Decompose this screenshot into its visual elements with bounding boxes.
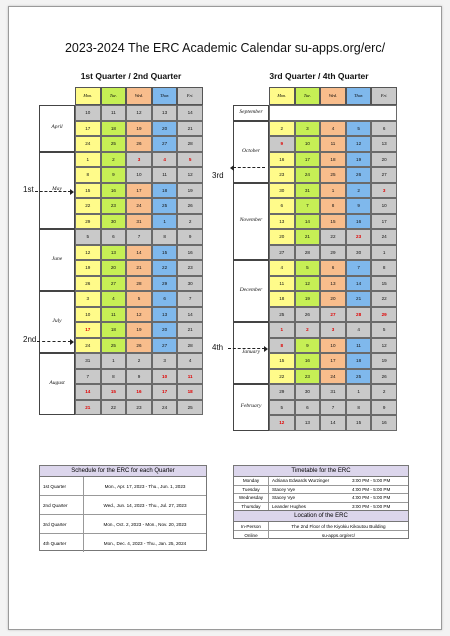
day-cell: 15 (320, 214, 346, 230)
day-cell: 11 (101, 307, 127, 323)
schedule-row (40, 496, 206, 515)
day-cell: 2 (371, 384, 397, 400)
day-cell: 7 (75, 369, 101, 385)
day-cell: 22 (75, 198, 101, 214)
day-cell: 8 (152, 229, 178, 245)
day-cell: 23 (177, 260, 203, 276)
day-cell: 1 (269, 322, 295, 338)
day-cell: 17 (152, 384, 178, 400)
day-cell: 15 (371, 276, 397, 292)
day-cell: 6 (152, 291, 178, 307)
day-cell: 21 (295, 229, 321, 245)
day-cell: 30 (269, 183, 295, 199)
day-cell: 20 (371, 152, 397, 168)
location-label: Online (234, 531, 269, 539)
day-cell: 2 (295, 322, 321, 338)
day-cell: 18 (177, 384, 203, 400)
day-cell: 10 (75, 307, 101, 323)
day-cell: 5 (269, 400, 295, 416)
day-cell: 9 (371, 400, 397, 416)
day-cell: 26 (126, 338, 152, 354)
location-row (234, 522, 408, 531)
month-label: November (239, 217, 263, 224)
day-cell: 16 (126, 384, 152, 400)
day-cell: 11 (269, 276, 295, 292)
timetable-day: Wednesday (234, 494, 269, 502)
timetable-day: Tuesday (234, 486, 269, 494)
day-cell: 16 (269, 152, 295, 168)
day-cell: 16 (371, 415, 397, 431)
day-cell: 4 (320, 121, 346, 137)
day-cell: 16 (177, 245, 203, 261)
day-cell: 5 (295, 260, 321, 276)
schedule-row (40, 515, 206, 534)
day-cell: 17 (371, 214, 397, 230)
day-cell: 25 (346, 369, 372, 385)
day-cell: 25 (152, 198, 178, 214)
month-label: February (240, 403, 262, 410)
day-cell: 14 (126, 245, 152, 261)
day-cell: 8 (346, 400, 372, 416)
month-label: April (51, 124, 63, 131)
location-title: Location of the ERC (234, 510, 408, 522)
day-cell: 22 (269, 369, 295, 385)
day-cell: 24 (371, 229, 397, 245)
day-cell: 31 (295, 183, 321, 199)
day-cell: 18 (101, 121, 127, 137)
location-label: In-Person (234, 522, 269, 530)
day-cell: 24 (295, 167, 321, 183)
day-cell: 5 (371, 322, 397, 338)
day-cell: 18 (320, 152, 346, 168)
day-cell: 11 (152, 167, 178, 183)
day-cell: 8 (101, 369, 127, 385)
calendar-1-title: 1st Quarter / 2nd Quarter (80, 71, 182, 81)
timetable-row (234, 486, 408, 495)
day-cell: 6 (269, 198, 295, 214)
day-cell: 28 (177, 136, 203, 152)
day-cell: 9 (101, 167, 127, 183)
day-cell: 7 (346, 260, 372, 276)
day-cell: 17 (126, 183, 152, 199)
day-cell: 12 (371, 338, 397, 354)
schedule-row (40, 534, 206, 552)
day-cell: 15 (346, 415, 372, 431)
day-cell: 15 (75, 183, 101, 199)
day-cell: 25 (320, 167, 346, 183)
quarter-marker-4th: 4th (212, 343, 224, 352)
day-cell: 12 (269, 415, 295, 431)
day-cell: 4 (177, 353, 203, 369)
day-cell: 20 (320, 291, 346, 307)
day-cell: 16 (295, 353, 321, 369)
day-cell: 28 (295, 245, 321, 261)
day-cell: 4 (101, 291, 127, 307)
day-cell: 21 (177, 121, 203, 137)
day-cell: 3 (320, 322, 346, 338)
day-cell: 31 (126, 214, 152, 230)
timetable-row (234, 477, 408, 486)
day-cell: 3 (152, 353, 178, 369)
day-cell: 30 (295, 384, 321, 400)
header-wed: Wed. (126, 87, 152, 105)
day-cell: 14 (320, 415, 346, 431)
day-cell: 11 (177, 369, 203, 385)
day-cell: 13 (152, 105, 178, 121)
day-cell: 31 (320, 384, 346, 400)
day-cell: 4 (152, 152, 178, 168)
timetable-name: Leander Hughes (272, 504, 306, 510)
month-label: September (239, 108, 263, 115)
header-fri: Fri. (371, 87, 397, 105)
day-cell: 12 (295, 276, 321, 292)
day-cell: 23 (269, 167, 295, 183)
day-cell: 9 (126, 369, 152, 385)
day-cell: 26 (371, 369, 397, 385)
day-cell: 28 (126, 276, 152, 292)
day-cell: 24 (75, 338, 101, 354)
schedule-quarter: 2nd Quarter (40, 496, 84, 514)
schedule-table (39, 465, 207, 551)
day-cell: 16 (346, 214, 372, 230)
calendar-page (8, 6, 442, 630)
day-cell: 24 (126, 198, 152, 214)
timetable-row (234, 503, 408, 511)
day-cell: 2 (177, 214, 203, 230)
day-cell: 20 (101, 260, 127, 276)
calendar-2-title: 3rd Quarter / 4th Quarter (269, 71, 369, 81)
day-cell: 16 (101, 183, 127, 199)
day-cell: 19 (346, 152, 372, 168)
day-cell: 2 (126, 353, 152, 369)
day-cell: 28 (346, 307, 372, 323)
day-cell: 6 (320, 260, 346, 276)
day-cell: 26 (126, 136, 152, 152)
day-cell: 13 (371, 136, 397, 152)
timetable-name: Stacey Vye (272, 486, 296, 492)
month-label: August (49, 380, 65, 386)
header-thu: Thur. (346, 87, 372, 105)
day-cell: 25 (177, 400, 203, 416)
day-cell: 23 (101, 198, 127, 214)
day-cell: 1 (75, 152, 101, 168)
timetable-time: 3:00 PM - 5:00 PM (352, 478, 391, 484)
day-cell: 11 (320, 136, 346, 152)
day-cell: 1 (152, 214, 178, 230)
day-cell: 2 (101, 152, 127, 168)
day-cell: 12 (177, 167, 203, 183)
day-cell: 19 (177, 183, 203, 199)
day-cell: 13 (320, 276, 346, 292)
timetable-time: 4:00 PM - 5:00 PM (352, 486, 391, 492)
arrow-4th (228, 348, 265, 349)
day-cell: 26 (295, 307, 321, 323)
quarter-marker-2nd: 2nd (23, 335, 37, 344)
day-cell: 18 (269, 291, 295, 307)
day-cell: 23 (295, 369, 321, 385)
day-cell: 1 (346, 384, 372, 400)
header-thu: Thur. (152, 87, 178, 105)
day-cell: 13 (152, 307, 178, 323)
page-title: 2023-2024 The ERC Academic Calendar su-apps.org/erc/ (64, 41, 386, 55)
day-cell: 22 (371, 291, 397, 307)
header-mon: Mon. (269, 87, 295, 105)
day-cell: 8 (371, 260, 397, 276)
day-cell: 21 (75, 400, 101, 416)
day-cell: 29 (371, 307, 397, 323)
location-value: The 2nd Floor of the Kiyokiu Kikoutou Building (291, 523, 386, 529)
day-cell: 29 (152, 276, 178, 292)
day-cell: 1 (320, 183, 346, 199)
day-cell: 22 (320, 229, 346, 245)
day-cell: 10 (75, 105, 101, 121)
day-cell: 5 (75, 229, 101, 245)
header-tue: Tue. (295, 87, 321, 105)
day-cell: 7 (320, 400, 346, 416)
day-cell: 15 (269, 353, 295, 369)
timetable-rows (234, 477, 408, 510)
arrow-3rd (233, 167, 265, 168)
day-cell: 11 (346, 338, 372, 354)
day-cell: 19 (295, 291, 321, 307)
header-wed: Wed. (320, 87, 346, 105)
day-cell: 9 (177, 229, 203, 245)
day-cell: 3 (75, 291, 101, 307)
timetable-title: Timetable for the ERC (234, 466, 408, 477)
day-cell: 25 (101, 136, 127, 152)
day-cell: 20 (152, 322, 178, 338)
timetable-day: Monday (234, 477, 269, 485)
header-tue: Tue. (101, 87, 127, 105)
day-cell: 31 (75, 353, 101, 369)
day-cell: 11 (101, 105, 127, 121)
day-cell: 17 (75, 322, 101, 338)
day-cell: 2 (346, 183, 372, 199)
schedule-dates: Mon., Dec. 4, 2023 - Thu., Jan. 25, 2024 (103, 540, 187, 546)
quarter-marker-1st: 1st (23, 185, 34, 194)
month-label: July (52, 318, 62, 324)
month-label: October (241, 147, 261, 154)
timetable-name: Stacey Vye (272, 495, 296, 501)
day-cell: 23 (126, 400, 152, 416)
timetable-day: Thursday (234, 503, 269, 511)
day-cell: 19 (75, 260, 101, 276)
day-cell: 23 (346, 229, 372, 245)
day-cell: 18 (346, 353, 372, 369)
day-cell: 24 (152, 400, 178, 416)
day-cell: 3 (295, 121, 321, 137)
schedule-rows (40, 477, 206, 552)
day-cell: 14 (177, 307, 203, 323)
schedule-row (40, 477, 206, 496)
schedule-dates: Mon., Apr. 17, 2023 - Thu., Jun. 1, 2023 (104, 483, 186, 489)
day-cell: 21 (177, 322, 203, 338)
location-rows (234, 522, 408, 539)
month-label: December (239, 287, 263, 293)
day-cell: 30 (101, 214, 127, 230)
day-cell: 20 (152, 121, 178, 137)
day-cell: 3 (371, 183, 397, 199)
arrow-2nd (37, 341, 71, 342)
day-cell: 27 (320, 307, 346, 323)
schedule-quarter: 1st Quarter (40, 477, 84, 495)
day-cell: 13 (295, 415, 321, 431)
day-cell: 4 (269, 260, 295, 276)
day-cell: 19 (371, 353, 397, 369)
timetable (233, 465, 409, 539)
day-cell: 6 (371, 121, 397, 137)
day-cell: 6 (101, 229, 127, 245)
day-cell: 6 (295, 400, 321, 416)
day-cell: 7 (295, 198, 321, 214)
day-cell: 21 (126, 260, 152, 276)
day-cell: 29 (320, 245, 346, 261)
day-cell: 4 (346, 322, 372, 338)
location-row (234, 531, 408, 539)
day-cell: 14 (295, 214, 321, 230)
day-cell: 27 (371, 167, 397, 183)
day-cell: 10 (152, 369, 178, 385)
day-cell: 8 (320, 198, 346, 214)
day-cell: 26 (177, 198, 203, 214)
day-cell: 13 (101, 245, 127, 261)
day-cell: 13 (269, 214, 295, 230)
day-cell: 17 (320, 353, 346, 369)
day-cell: 20 (269, 229, 295, 245)
location-value: su-apps.org/erc/ (321, 532, 356, 538)
quarter-marker-3rd: 3rd (212, 171, 224, 180)
day-cell: 14 (75, 384, 101, 400)
day-cell: 7 (126, 229, 152, 245)
header-fri: Fri. (177, 87, 203, 105)
header-mon: Mon. (75, 87, 101, 105)
timetable-name: Adriana Edwards Wurzinger (272, 478, 330, 484)
schedule-title: Schedule for the ERC for each Quarter (40, 466, 206, 477)
day-cell: 8 (269, 338, 295, 354)
day-cell: 30 (346, 245, 372, 261)
day-cell: 10 (126, 167, 152, 183)
day-cell: 19 (126, 121, 152, 137)
day-cell: 12 (126, 105, 152, 121)
day-cell: 17 (295, 152, 321, 168)
schedule-dates: Wed., Jun. 14, 2023 - Thu., Jul. 27, 2023 (103, 502, 187, 508)
day-cell: 3 (126, 152, 152, 168)
schedule-quarter: 4th Quarter (40, 534, 84, 552)
day-cell: 26 (75, 276, 101, 292)
timetable-time: 4:00 PM - 5:00 PM (352, 495, 391, 501)
timetable-time: 3:00 PM - 5:00 PM (352, 504, 391, 510)
day-cell: 15 (101, 384, 127, 400)
day-cell: 5 (346, 121, 372, 137)
day-cell: 22 (101, 400, 127, 416)
day-cell: 5 (177, 152, 203, 168)
schedule-dates: Mon., Oct. 2, 2023 - Mon., Nov. 20, 2023 (103, 521, 187, 527)
day-cell: 17 (75, 121, 101, 137)
month-label: January (241, 349, 261, 355)
day-cell: 24 (75, 136, 101, 152)
day-cell: 12 (75, 245, 101, 261)
day-cell: 12 (346, 136, 372, 152)
day-cell: 21 (346, 291, 372, 307)
day-cell: 1 (371, 245, 397, 261)
day-cell: 25 (269, 307, 295, 323)
day-cell: 14 (177, 105, 203, 121)
day-cell: 27 (269, 245, 295, 261)
day-cell: 8 (75, 167, 101, 183)
day-cell: 15 (152, 245, 178, 261)
day-cell: 1 (101, 353, 127, 369)
month-label: May (52, 186, 62, 193)
day-cell: 14 (346, 276, 372, 292)
day-cell: 12 (126, 307, 152, 323)
month-label: June (51, 256, 63, 262)
day-cell: 30 (177, 276, 203, 292)
day-cell: 26 (346, 167, 372, 183)
day-cell: 27 (152, 136, 178, 152)
day-cell: 18 (152, 183, 178, 199)
day-cell: 9 (346, 198, 372, 214)
day-cell: 2 (269, 121, 295, 137)
arrow-1st (35, 191, 71, 192)
day-cell: 28 (177, 338, 203, 354)
timetable-row (234, 494, 408, 503)
day-cell: 9 (269, 136, 295, 152)
day-cell: 27 (152, 338, 178, 354)
day-cell: 18 (101, 322, 127, 338)
day-cell: 29 (269, 384, 295, 400)
day-cell: 25 (101, 338, 127, 354)
day-cell: 29 (75, 214, 101, 230)
day-cell: 24 (320, 369, 346, 385)
day-cell: 10 (295, 136, 321, 152)
day-cell: 19 (126, 322, 152, 338)
empty-month-row (269, 105, 397, 121)
day-cell: 22 (152, 260, 178, 276)
day-cell: 5 (126, 291, 152, 307)
day-cell: 10 (371, 198, 397, 214)
schedule-quarter: 3rd Quarter (40, 515, 84, 533)
day-cell: 10 (320, 338, 346, 354)
day-cell: 9 (295, 338, 321, 354)
day-cell: 27 (101, 276, 127, 292)
day-cell: 7 (177, 291, 203, 307)
